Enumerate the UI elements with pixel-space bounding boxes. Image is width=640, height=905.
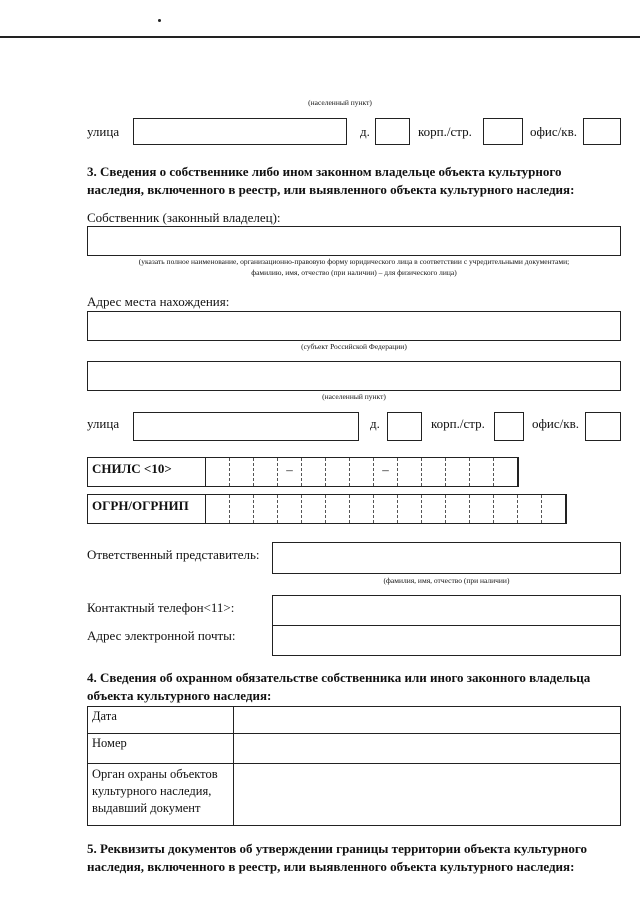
snils-cell[interactable] <box>326 458 350 486</box>
ogrn-cell[interactable] <box>230 495 254 523</box>
snils-cell[interactable] <box>302 458 326 486</box>
section3-title-line2: наследия, включенного в реестр, или выявленного объекта культурного наследия: <box>87 182 575 197</box>
building-input-2[interactable] <box>494 412 524 441</box>
snils-cell[interactable] <box>446 458 470 486</box>
house-label: д. <box>360 124 370 139</box>
date-value[interactable] <box>234 707 621 734</box>
rep-caption: (фамилия, имя, отчество (при наличии) <box>383 576 510 585</box>
snils-cell[interactable] <box>254 458 278 486</box>
office-input[interactable] <box>583 118 621 145</box>
snils-cell[interactable] <box>422 458 446 486</box>
phone-label: Контактный телефон<11>: <box>87 600 235 615</box>
number-value[interactable] <box>234 734 621 764</box>
authority-label-line3: выдавший документ <box>92 801 201 815</box>
snils-separator: – <box>278 458 302 486</box>
office-label: офис/кв. <box>530 124 577 139</box>
authority-label <box>88 764 234 826</box>
building-input[interactable] <box>483 118 523 145</box>
house-input[interactable] <box>375 118 410 145</box>
settlement-input[interactable] <box>87 361 621 391</box>
contacts-box <box>272 595 621 656</box>
snils-cell[interactable] <box>470 458 494 486</box>
owner-input[interactable] <box>87 226 621 256</box>
authority-label-line1: Орган охраны объектов <box>92 767 218 781</box>
rep-input[interactable] <box>272 542 621 574</box>
ogrn-cell[interactable] <box>206 495 230 523</box>
authority-value[interactable] <box>234 764 621 826</box>
section3-title-line1: 3. Сведения о собственнике либо ином законном владельце объекта культурного <box>87 164 562 179</box>
phone-input[interactable] <box>273 596 620 625</box>
date-label: Дата <box>88 707 234 734</box>
house-input-2[interactable] <box>387 412 422 441</box>
section4-title-line2: объекта культурного наследия: <box>87 688 272 703</box>
house-label-2: д. <box>370 416 380 431</box>
office-input-2[interactable] <box>585 412 621 441</box>
section5-title-line2: наследия, включенного в реестр, или выявленного объекта культурного наследия: <box>87 859 575 874</box>
street-input[interactable] <box>133 118 347 145</box>
section5-title-line1: 5. Реквизиты документов об утверждении границы территории объекта культурного <box>87 841 587 856</box>
email-input[interactable] <box>273 626 620 656</box>
ogrn-cell[interactable] <box>302 495 326 523</box>
building-label-2: корп./стр. <box>431 416 485 431</box>
ogrn-cell[interactable] <box>254 495 278 523</box>
settlement-caption-top: (населенный пункт) <box>308 98 372 107</box>
email-label: Адрес электронной почты: <box>87 628 236 643</box>
owner-label: Собственник (законный владелец): <box>87 210 281 225</box>
table-row <box>88 707 621 734</box>
snils-grid <box>87 457 519 487</box>
owner-caption-line2: фамилию, имя, отчество (при наличии) – для физического лица) <box>251 268 457 277</box>
ogrn-cell[interactable] <box>326 495 350 523</box>
ogrn-cell[interactable] <box>374 495 398 523</box>
snils-label: СНИЛС <10> <box>88 458 206 486</box>
snils-cell[interactable] <box>398 458 422 486</box>
ogrn-cell[interactable] <box>446 495 470 523</box>
table-row <box>88 734 621 764</box>
table-row <box>88 764 621 826</box>
office-label-2: офис/кв. <box>532 416 579 431</box>
ogrn-grid <box>87 494 567 524</box>
snils-cell[interactable] <box>206 458 230 486</box>
street-input-2[interactable] <box>133 412 359 441</box>
subject-caption: (субъект Российской Федерации) <box>301 342 407 351</box>
rep-label: Ответственный представитель: <box>87 547 260 562</box>
building-label: корп./стр. <box>418 124 472 139</box>
ogrn-cell[interactable] <box>278 495 302 523</box>
scan-mark <box>158 19 161 22</box>
street-label: улица <box>87 124 120 139</box>
ogrn-cell[interactable] <box>350 495 374 523</box>
settlement-caption: (населенный пункт) <box>322 392 386 401</box>
address-label: Адрес места нахождения: <box>87 294 230 309</box>
snils-cell[interactable] <box>350 458 374 486</box>
ogrn-cell[interactable] <box>398 495 422 523</box>
snils-cell[interactable] <box>494 458 518 486</box>
owner-caption-line1: (указать полное наименование, организационно-правовую форму юридического лица в соответствии с учредительными документами; <box>138 257 570 266</box>
top-border-line <box>0 36 640 38</box>
ogrn-cell[interactable] <box>422 495 446 523</box>
snils-cell[interactable] <box>230 458 254 486</box>
obligation-table <box>87 706 621 826</box>
ogrn-cell[interactable] <box>494 495 518 523</box>
authority-label-line2: культурного наследия, <box>92 784 212 798</box>
ogrn-label: ОГРН/ОГРНИП <box>88 495 206 523</box>
ogrn-cell[interactable] <box>542 495 566 523</box>
section4-title-line1: 4. Сведения об охранном обязательстве собственника или иного законного владельца <box>87 670 591 685</box>
snils-separator: – <box>374 458 398 486</box>
number-label: Номер <box>88 734 234 764</box>
ogrn-cell[interactable] <box>470 495 494 523</box>
street-label-2: улица <box>87 416 120 431</box>
ogrn-cell[interactable] <box>518 495 542 523</box>
subject-input[interactable] <box>87 311 621 341</box>
